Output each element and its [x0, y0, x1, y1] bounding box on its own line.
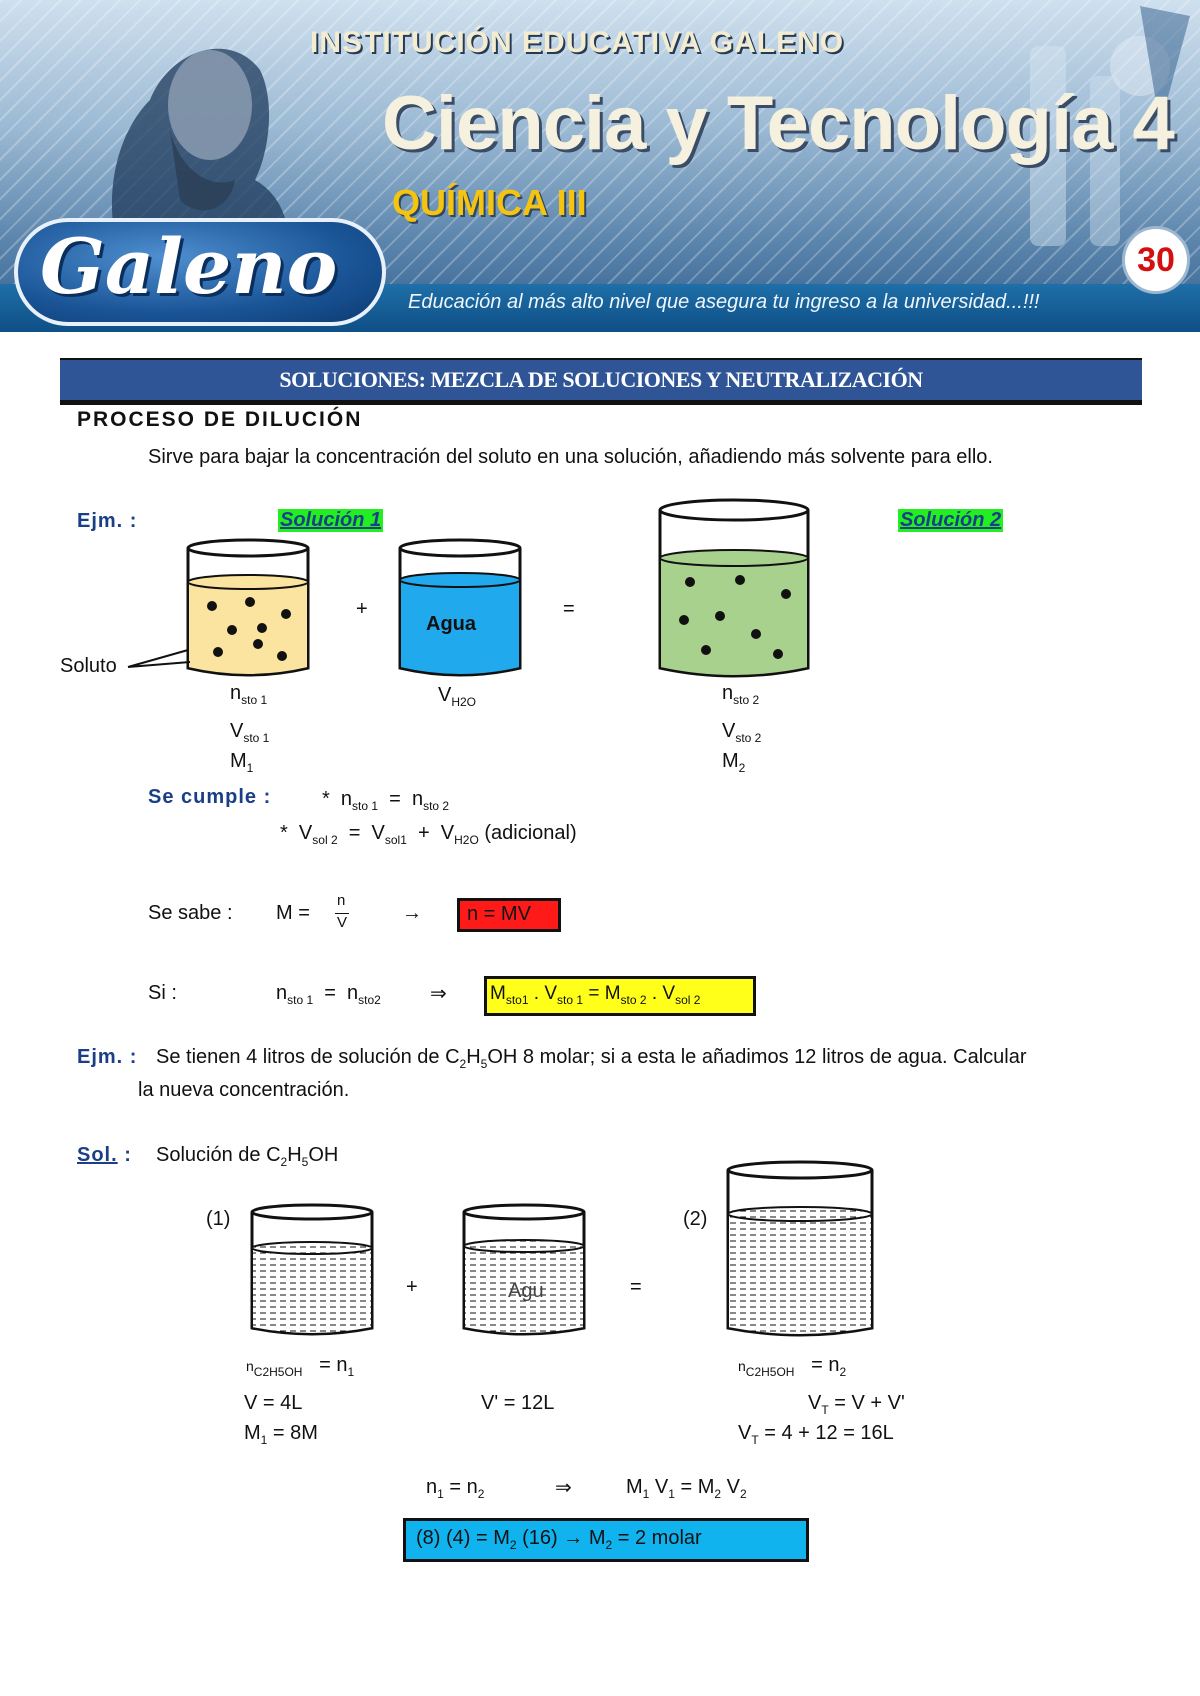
equals-sign: =: [563, 598, 575, 620]
beaker-water-2: [464, 1205, 584, 1334]
water-label: Agua: [426, 613, 476, 635]
molarity-initial: $M_1 = 8M$: [244, 1422, 318, 1447]
fraction-numerator: n: [337, 892, 346, 909]
fraction-denominator: V: [337, 914, 348, 931]
example-2-statement-cont: la nueva concentración.: [138, 1079, 350, 1101]
beaker-solution-2: [660, 500, 808, 676]
dilution-relation: $M_1$ $V_1 = M_2$ $V_2$: [626, 1476, 747, 1501]
page-number-badge: 30: [1122, 226, 1190, 294]
subject-title: QUÍMICA III: [392, 182, 587, 223]
n-sto1-label: $n_{sto 1}$: [230, 682, 268, 707]
volume-water: V' = 12L: [481, 1392, 555, 1414]
example-label: Ejm. :: [77, 510, 138, 532]
se-sabe-label: Se sabe :: [148, 902, 233, 924]
v-sto2-label: $V_{sto 2}$: [722, 720, 762, 745]
se-cumple-label: Se cumple :: [148, 786, 272, 808]
logo-text: Galeno: [40, 222, 338, 311]
section-title-bar: SOLUCIONES: MEZCLA DE SOLUCIONES Y NEUTRALIZACIÓN: [60, 358, 1142, 405]
plus-sign-2: +: [406, 1276, 418, 1298]
molarity-formula-lhs: M =: [276, 902, 310, 924]
result-formula: (8) $(4) = M_2$ $(16) \to M_2 = 2$ molar: [416, 1527, 702, 1552]
arrow-sign: →: [402, 902, 422, 924]
v-water-label: $V_{H2O}$: [438, 684, 477, 709]
dilution-diagram: [60, 490, 850, 690]
beaker-2: [728, 1162, 872, 1335]
beaker-solution-1: [188, 540, 308, 675]
soluto-label: Soluto: [60, 655, 117, 677]
beaker-water: [400, 540, 520, 675]
volume-initial: V = 4L: [244, 1392, 303, 1414]
course-title: Ciencia y Tecnología 4: [382, 81, 1174, 166]
volume-total-value: $V_T = 4 + 12 = 16L$: [738, 1422, 894, 1447]
si-label: Si :: [148, 982, 177, 1004]
moles-beaker-2: $n_{C2H5OH}$ = $n_2$: [738, 1354, 847, 1379]
solution-1-tag: Solución 1: [280, 509, 382, 531]
condition-moles: * $n_{sto 1} = n_{sto 2}$: [322, 788, 450, 813]
example-2-diagram: [180, 1160, 900, 1350]
dilution-formula: $M_{sto1}$ . $V_{sto 1} = M_{sto 2}$ . $V_{sol 2}$: [490, 983, 701, 1007]
moles-formula: n = MV: [467, 903, 531, 925]
beaker-1: [252, 1205, 372, 1334]
intro-text: Sirve para bajar la concentración del soluto en una solución, añadiendo más solvente para ello.: [148, 446, 993, 468]
plus-sign: +: [356, 598, 368, 620]
tag-1: (1): [206, 1208, 231, 1230]
m2-label: $M_2$: [722, 750, 746, 775]
solution-2-tag: Solución 2: [900, 509, 1002, 531]
tag-2: (2): [683, 1208, 708, 1230]
example-2-label: Ejm. :: [77, 1046, 138, 1068]
solution-label: Sol. :: [77, 1144, 132, 1166]
water-label-2: Agu: [508, 1280, 544, 1302]
volume-total-def: $V_T = V + V'$: [808, 1392, 905, 1417]
moles-beaker-1: $n_{C2H5OH}$ = $n_1$: [246, 1354, 355, 1379]
subsection-heading: PROCESO DE DILUCIÓN: [77, 408, 363, 431]
solution-subject: Solución de $C_2H_5OH$: [156, 1144, 339, 1169]
v-sto1-label: $V_{sto 1}$: [230, 720, 270, 745]
implies-sign-2: ⇒: [555, 1477, 572, 1499]
moles-relation: $n_1 = n_2$: [426, 1476, 485, 1501]
equals-sign-2: =: [630, 1276, 642, 1298]
institution-name: INSTITUCIÓN EDUCATIVA GALENO: [310, 26, 845, 59]
slogan: Educación al más alto nivel que asegura tu ingreso a la universidad...!!!: [408, 291, 1040, 313]
m1-label: $M_1$: [230, 750, 254, 775]
n-sto2-label: $n_{sto 2}$: [722, 682, 760, 707]
moles-equality: $n_{sto 1} = n_{sto2}$: [276, 982, 381, 1007]
condition-volume: * $V_{sol 2} = V_{sol1} + V_{H2O}$ (adicional): [280, 822, 577, 847]
implies-sign: ⇒: [430, 983, 447, 1005]
example-2-statement: Se tienen 4 litros de solución de $C_2H_5OH$ 8 molar; si a esta le añadimos 12 litros de agua. Calcular: [156, 1046, 1027, 1071]
